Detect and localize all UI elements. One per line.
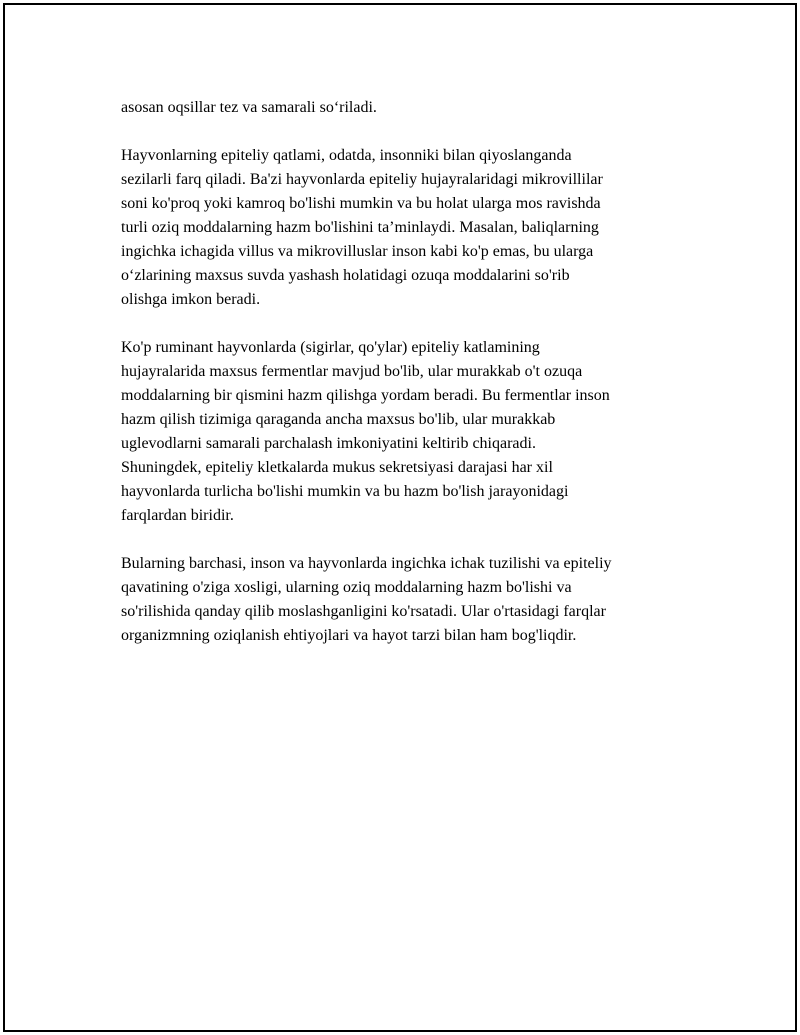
text-line: ingichka ichagida villus va mikrovilluslar inson kabi ko'p emas, bu ularga <box>121 243 594 260</box>
text-line: sezilarli farq qiladi. Ba'zi hayvonlarda epiteliy hujayralaridagi mikrovillilar <box>121 171 603 188</box>
text-line: turli oziq moddalarning hazm bo'lishini ta’minlaydi. Masalan, baliqlarning <box>121 219 599 236</box>
text-line: Shuningdek, epiteliy kletkalarda mukus sekretsiyasi darajasi har xil <box>121 459 553 476</box>
text-line: Bularning barchasi, inson va hayvonlarda ingichka ichak tuzilishi va epiteliy <box>121 555 612 572</box>
text-line: uglevodlarni samarali parchalash imkoniyatini keltirib chiqaradi. <box>121 435 536 452</box>
text-line: farqlardan biridir. <box>121 507 234 524</box>
text-line: asosan oqsillar tez va samarali so‘riladi. <box>121 99 377 116</box>
paragraph-4 <box>121 552 691 648</box>
document-page <box>3 3 797 1032</box>
text-line: qavatining o'ziga xosligi, ularning oziq moddalarning hazm bo'lishi va <box>121 579 572 596</box>
text-line: so'rilishida qanday qilib moslashganligini ko'rsatadi. Ular o'rtasidagi farqlar <box>121 603 606 620</box>
text-line: Hayvonlarning epiteliy qatlami, odatda, insonniki bilan qiyoslanganda <box>121 147 572 164</box>
text-line: hazm qilish tizimiga qaraganda ancha maxsus bo'lib, ular murakkab <box>121 411 556 428</box>
text-line: hujayralarida maxsus fermentlar mavjud bo'lib, ular murakkab o't ozuqa <box>121 363 583 380</box>
text-line: o‘zlarining maxsus suvda yashash holatidagi ozuqa moddalarini so'rib <box>121 267 570 284</box>
text-line: organizmning oziqlanish ehtiyojlari va hayot tarzi bilan ham bog'liqdir. <box>121 627 577 644</box>
paragraph-3 <box>121 336 691 528</box>
document-body <box>121 96 691 672</box>
paragraph-1 <box>121 96 691 120</box>
text-line: Ko'p ruminant hayvonlarda (sigirlar, qo'ylar) epiteliy katlamining <box>121 339 540 356</box>
text-line: soni ko'proq yoki kamroq bo'lishi mumkin va bu holat ularga mos ravishda <box>121 195 601 212</box>
paragraph-2 <box>121 144 691 312</box>
text-line: hayvonlarda turlicha bo'lishi mumkin va bu hazm bo'lish jarayonidagi <box>121 483 569 500</box>
text-line: moddalarning bir qismini hazm qilishga yordam beradi. Bu fermentlar inson <box>121 387 610 404</box>
text-line: olishga imkon beradi. <box>121 291 261 308</box>
